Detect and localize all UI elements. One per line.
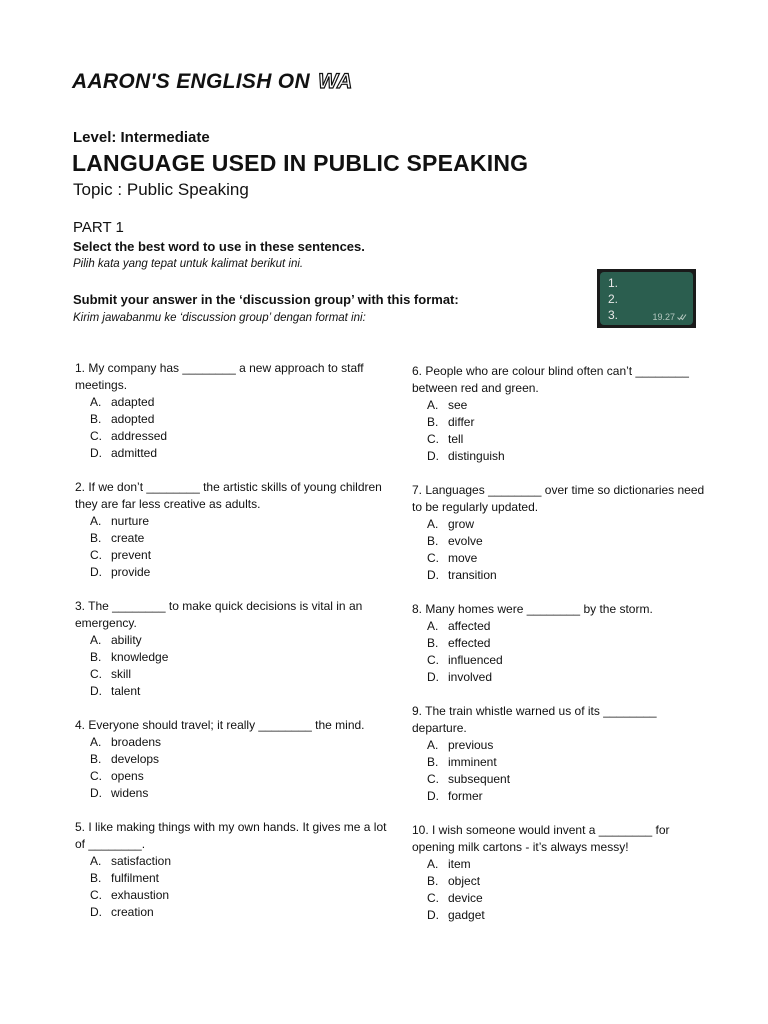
option-letter: C.: [90, 429, 102, 443]
question-4: [75, 717, 395, 802]
option-letter: B.: [90, 752, 102, 766]
option-b: [75, 530, 395, 547]
format-line: 3.: [608, 308, 619, 322]
option-text: object: [448, 874, 481, 888]
option-text: device: [448, 891, 483, 905]
question-10: [412, 822, 712, 924]
options-list: [412, 516, 712, 584]
option-text: previous: [448, 738, 494, 752]
question-text: 2. If we don’t ________ the artistic skills of young children they are far less creative as adults.: [75, 480, 382, 511]
option-text: involved: [448, 670, 493, 684]
option-text: fulfilment: [111, 871, 160, 885]
option-letter: D.: [427, 789, 439, 803]
question-text: 4. Everyone should travel; it really ________ the mind.: [75, 718, 365, 732]
option-c: [412, 652, 712, 669]
option-letter: A.: [90, 633, 102, 647]
option-text: broadens: [111, 735, 162, 749]
option-b: [412, 533, 712, 550]
option-text: item: [448, 857, 471, 871]
option-letter: A.: [90, 735, 102, 749]
option-d: [412, 907, 712, 924]
option-letter: B.: [427, 636, 439, 650]
option-a: [75, 734, 395, 751]
option-b: [75, 870, 395, 887]
question-text: 6. People who are colour blind often can’t ________ between red and green.: [412, 364, 689, 395]
option-letter: C.: [90, 548, 102, 562]
question-text: 9. The train whistle warned us of its ________ departure.: [412, 704, 657, 735]
option-c: [412, 771, 712, 788]
option-b: [412, 754, 712, 771]
option-text: see: [448, 398, 468, 412]
option-text: opens: [111, 769, 144, 783]
option-d: [75, 445, 395, 462]
options-list: [75, 853, 395, 921]
question-3: [75, 598, 395, 700]
option-letter: C.: [427, 891, 439, 905]
option-letter: A.: [427, 738, 439, 752]
option-text: subsequent: [448, 772, 511, 786]
option-text: skill: [111, 667, 131, 681]
option-text: provide: [111, 565, 151, 579]
option-letter: C.: [90, 888, 102, 902]
submit-instruction-translation: Kirim jawabanmu ke ‘discussion group’ dengan format ini:: [73, 312, 366, 324]
option-letter: D.: [427, 908, 439, 922]
option-text: admitted: [111, 446, 158, 460]
option-d: [75, 683, 395, 700]
options-list: [75, 513, 395, 581]
option-text: nurture: [111, 514, 150, 528]
option-letter: A.: [427, 619, 439, 633]
option-letter: B.: [90, 871, 102, 885]
option-text: talent: [111, 684, 141, 698]
option-c: [75, 768, 395, 785]
option-letter: C.: [90, 769, 102, 783]
option-c: [75, 666, 395, 683]
option-a: [75, 632, 395, 649]
option-text: create: [111, 531, 145, 545]
option-letter: A.: [427, 857, 439, 871]
brand-wa: WA: [318, 70, 353, 93]
option-letter: D.: [90, 446, 102, 460]
question-text: 10. I wish someone would invent a ________ for opening milk cartons - it’s always messy!: [412, 823, 670, 854]
option-text: develops: [111, 752, 160, 766]
option-text: influenced: [448, 653, 503, 667]
options-list: [75, 734, 395, 802]
time-text: 19.27: [652, 312, 675, 322]
option-letter: A.: [90, 854, 102, 868]
option-letter: B.: [427, 874, 439, 888]
option-text: tell: [448, 432, 464, 446]
option-text: widens: [111, 786, 149, 800]
option-letter: A.: [90, 514, 102, 528]
option-text: grow: [448, 517, 475, 531]
option-b: [412, 635, 712, 652]
instruction: Select the best word to use in these sentences.: [73, 239, 365, 254]
options-list: [412, 397, 712, 465]
option-text: effected: [448, 636, 491, 650]
option-letter: A.: [90, 395, 102, 409]
question-text: 3. The ________ to make quick decisions is vital in an emergency.: [75, 599, 363, 630]
option-text: addressed: [111, 429, 168, 443]
chat-bubble: [600, 272, 693, 325]
question-1: [75, 360, 395, 462]
question-text: 1. My company has ________ a new approach to staff meetings.: [75, 361, 364, 392]
option-d: [412, 788, 712, 805]
option-a: [412, 516, 712, 533]
option-letter: D.: [90, 565, 102, 579]
submit-instruction: Submit your answer in the ‘discussion group’ with this format:: [73, 292, 459, 307]
option-text: transition: [448, 568, 497, 582]
option-text: differ: [448, 415, 475, 429]
option-letter: B.: [90, 531, 102, 545]
option-text: distinguish: [448, 449, 505, 463]
questions-right-column: [412, 363, 712, 941]
option-text: adopted: [111, 412, 155, 426]
option-letter: C.: [427, 432, 439, 446]
option-text: ability: [111, 633, 142, 647]
option-d: [412, 448, 712, 465]
option-text: affected: [448, 619, 491, 633]
page-title: LANGUAGE USED IN PUBLIC SPEAKING: [72, 150, 529, 176]
option-a: [412, 397, 712, 414]
answer-format-example: [597, 269, 696, 328]
option-a: [75, 394, 395, 411]
option-a: [412, 618, 712, 635]
part-label: PART 1: [73, 219, 124, 236]
level-label: Level: Intermediate: [73, 129, 210, 146]
option-text: knowledge: [111, 650, 169, 664]
option-d: [75, 904, 395, 921]
option-b: [75, 649, 395, 666]
option-text: exhaustion: [111, 888, 170, 902]
option-a: [412, 856, 712, 873]
option-text: move: [448, 551, 478, 565]
option-b: [412, 414, 712, 431]
option-letter: B.: [427, 755, 439, 769]
option-b: [75, 751, 395, 768]
option-text: satisfaction: [111, 854, 172, 868]
option-b: [75, 411, 395, 428]
option-letter: D.: [427, 449, 439, 463]
format-line: 2.: [608, 292, 619, 306]
option-letter: A.: [427, 398, 439, 412]
option-c: [75, 428, 395, 445]
question-text: 7. Languages ________ over time so dictionaries need to be regularly updated.: [412, 483, 705, 514]
option-d: [75, 785, 395, 802]
option-b: [412, 873, 712, 890]
question-6: [412, 363, 712, 465]
option-letter: C.: [90, 667, 102, 681]
option-letter: B.: [90, 650, 102, 664]
question-7: [412, 482, 712, 584]
option-letter: D.: [427, 568, 439, 582]
option-letter: B.: [427, 415, 439, 429]
option-text: imminent: [448, 755, 497, 769]
question-9: [412, 703, 712, 805]
option-a: [412, 737, 712, 754]
options-list: [412, 737, 712, 805]
options-list: [412, 618, 712, 686]
options-list: [412, 856, 712, 924]
option-text: adapted: [111, 395, 155, 409]
message-time: [652, 312, 687, 322]
topic-label: Topic : Public Speaking: [73, 180, 249, 199]
question-2: [75, 479, 395, 581]
options-list: [75, 632, 395, 700]
option-letter: B.: [90, 412, 102, 426]
option-letter: C.: [427, 551, 439, 565]
option-letter: C.: [427, 653, 439, 667]
question-text: 5. I like making things with my own hands. It gives me a lot of ________.: [75, 820, 387, 851]
option-d: [412, 669, 712, 686]
question-8: [412, 601, 712, 686]
option-d: [412, 567, 712, 584]
option-a: [75, 853, 395, 870]
option-text: evolve: [448, 534, 483, 548]
option-c: [75, 547, 395, 564]
option-c: [412, 550, 712, 567]
question-text: 8. Many homes were ________ by the storm.: [412, 602, 653, 616]
option-text: creation: [111, 905, 154, 919]
question-5: [75, 819, 395, 921]
option-text: gadget: [448, 908, 485, 922]
option-letter: D.: [90, 786, 102, 800]
option-text: prevent: [111, 548, 152, 562]
brand-text: AARON'S ENGLISH ON: [72, 70, 310, 93]
options-list: [75, 394, 395, 462]
option-letter: D.: [90, 684, 102, 698]
option-text: former: [448, 789, 483, 803]
option-letter: C.: [427, 772, 439, 786]
option-c: [412, 431, 712, 448]
option-letter: D.: [427, 670, 439, 684]
brand-title: [72, 70, 353, 94]
option-d: [75, 564, 395, 581]
instruction-translation: Pilih kata yang tepat untuk kalimat berikut ini.: [73, 258, 304, 270]
option-c: [75, 887, 395, 904]
option-letter: B.: [427, 534, 439, 548]
option-a: [75, 513, 395, 530]
format-line: 1.: [608, 276, 619, 290]
option-c: [412, 890, 712, 907]
option-letter: D.: [90, 905, 102, 919]
questions-left-column: [75, 360, 395, 938]
option-letter: A.: [427, 517, 439, 531]
double-check-icon: [677, 313, 687, 321]
